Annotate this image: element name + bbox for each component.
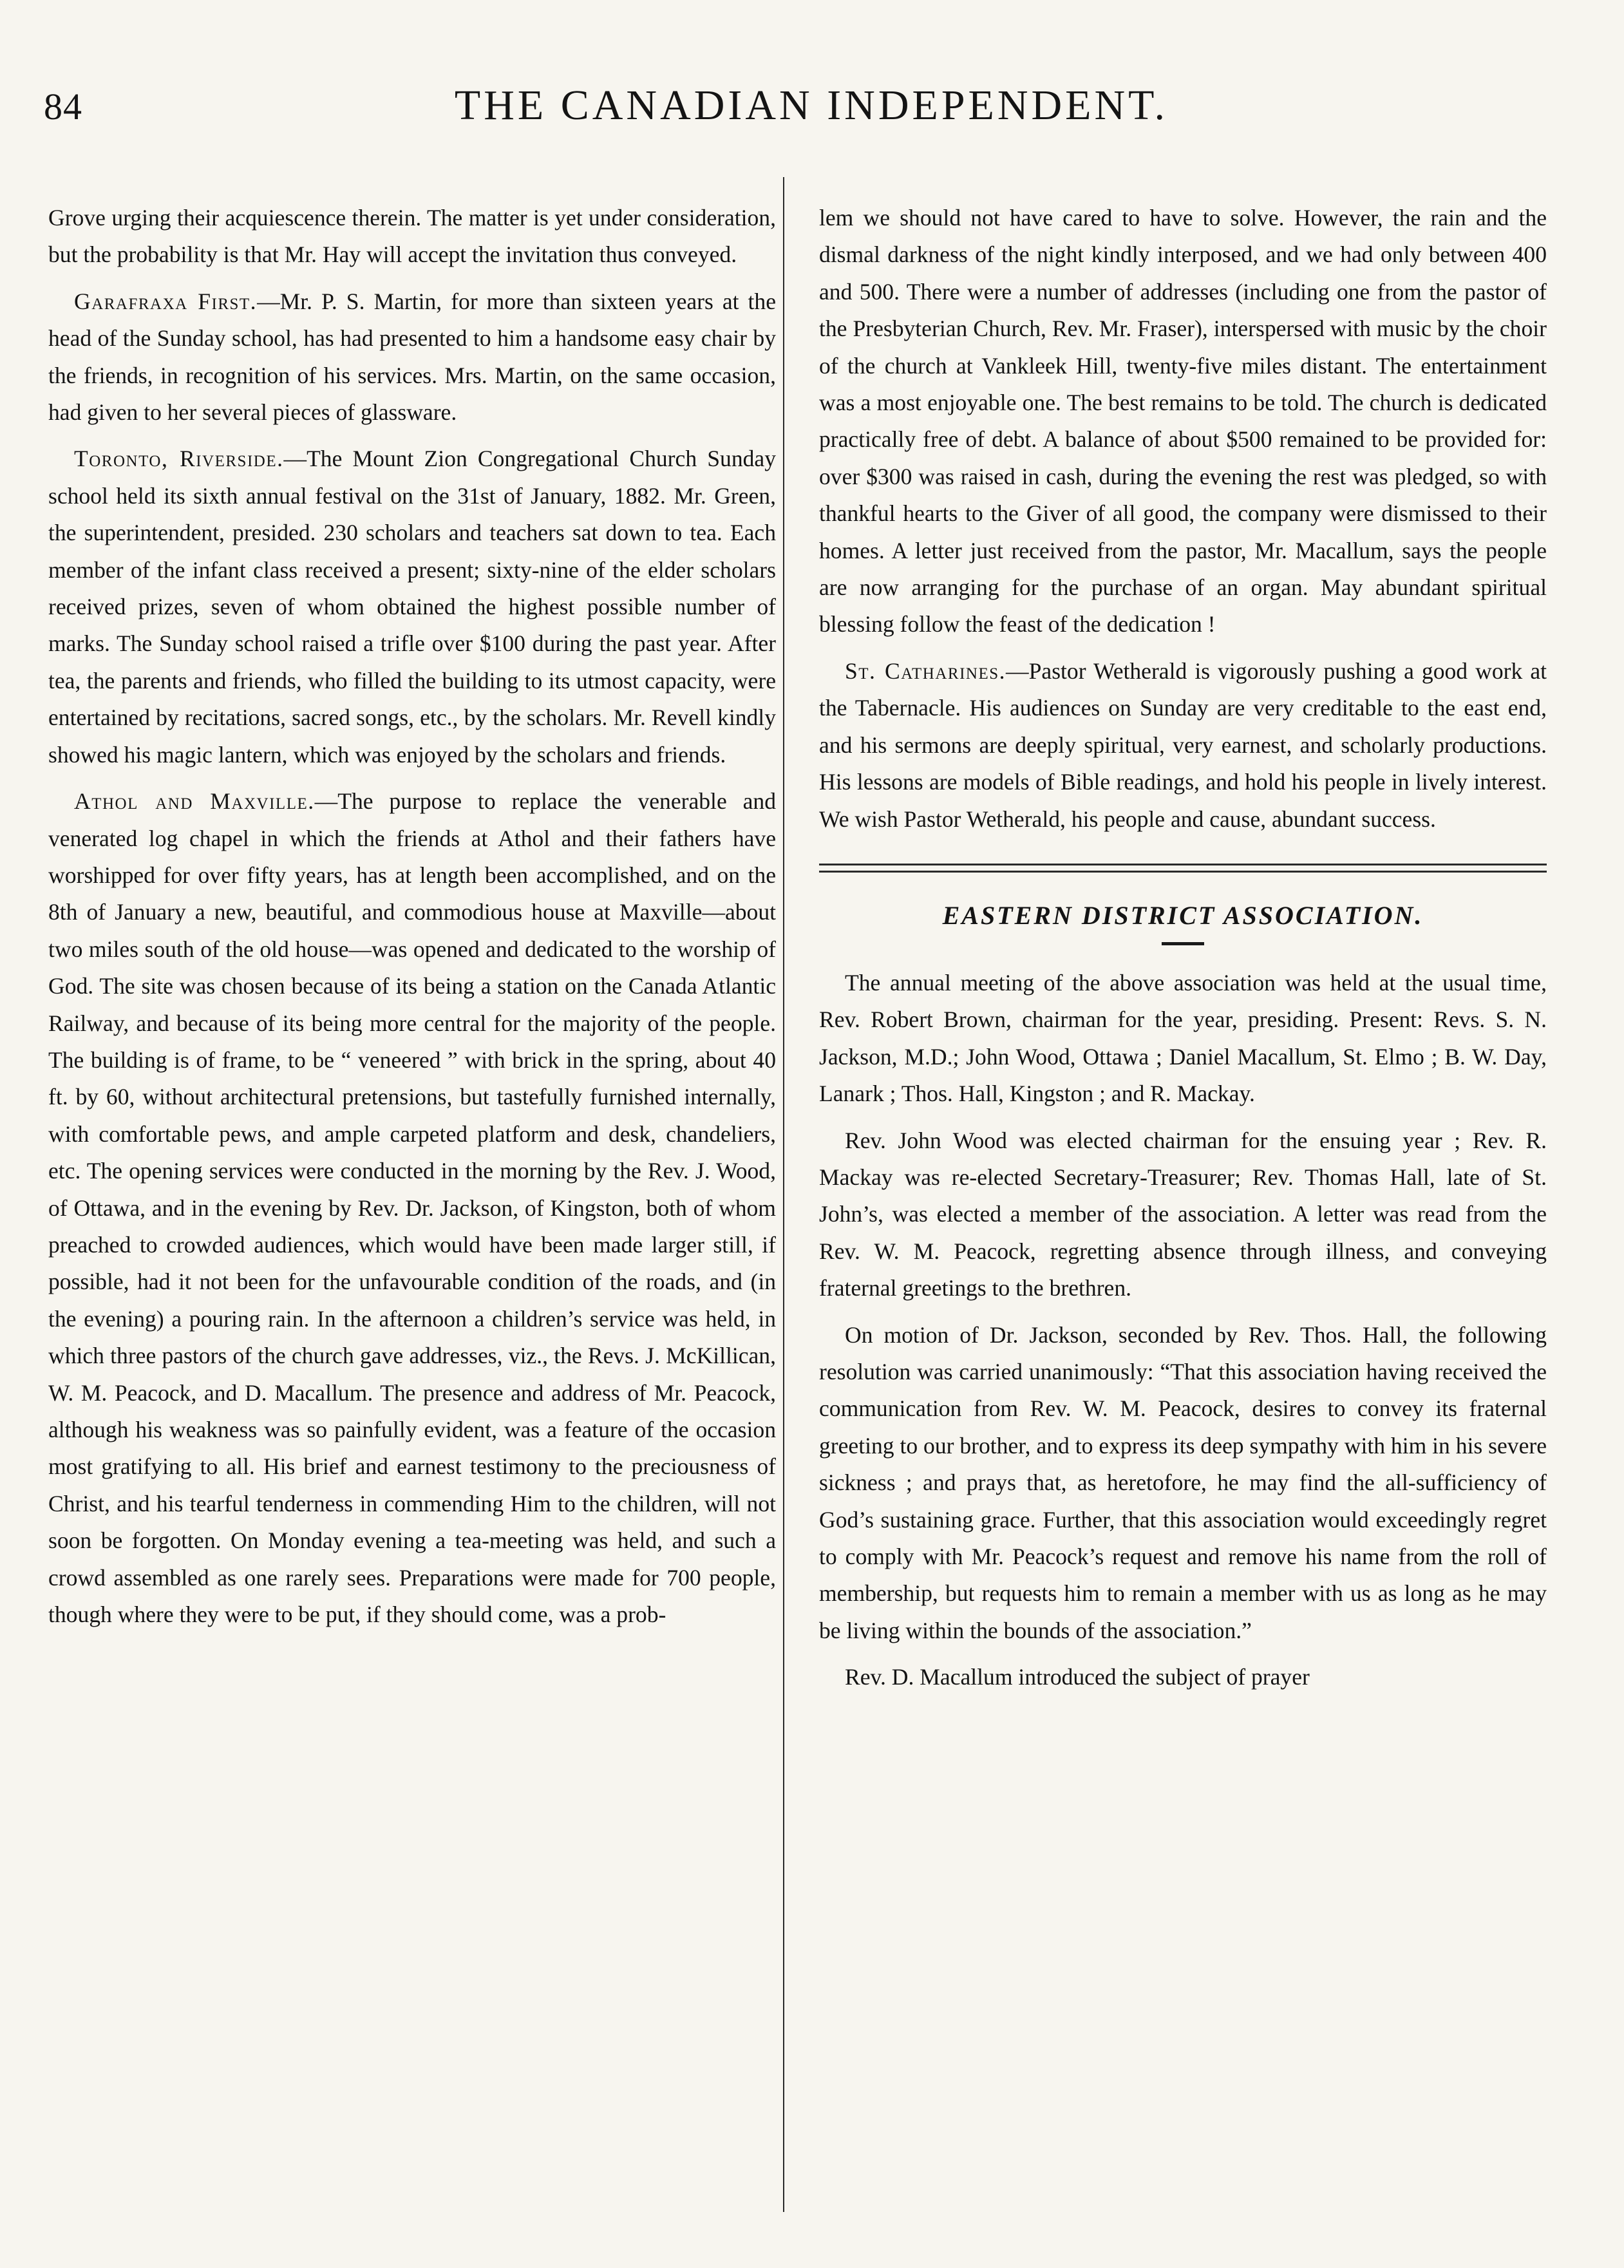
paragraph-grove-continued: Grove urging their acquiescence therein. The matter is yet under consideration, but the probability is that Mr. Hay will accept the invitation thus conveyed. <box>48 205 776 268</box>
place-heading-toronto: Toronto, Riverside. <box>74 446 284 472</box>
paragraph-toronto-body: —The Mount Zion Congregational Church Sunday school held its sixth annual festival on the 31st of January, 1882. Mr. Green, the superintendent, presided. 230 scholars and teachers sat down to tea. Each member of the infant class received a present; sixty-nine of the elder scholars received prizes, seven of whom obtained the highest possible number of marks. The Sunday school raised a trifle over $100 during the past year. After tea, the parents and friends, who filled the building to its utmost capacity, were entertained by recitations, sacred songs, etc., by the scholars. Mr. Revell kindly showed his magic lantern, which was enjoyed by the scholars and friends. <box>48 446 776 768</box>
paragraph-st-catharines <box>819 653 1547 838</box>
paragraph-elections: Rev. John Wood was elected chairman for the ensuing year ; Rev. R. Mackay was re-elected Secretary-Treasurer; Rev. Thomas Hall, late of St. John’s, was elected a member of the association. A letter was read from the Rev. W. M. Peacock, regretting absence through illness, and conveying fraternal greetings to the brethren. <box>819 1127 1547 1301</box>
place-heading-athol: Athol and Maxville. <box>74 788 315 815</box>
paragraph-athol-body: —The purpose to replace the venerable and venerated log chapel in which the friends at Athol and their fathers have worshipped for over fifty years, has at length been accomplished, and on the 8th of January a new, beautiful, and commodious house at Maxville—about two miles south of the old house—was opened and dedicated to the worship of God. The site was chosen because of its being a station on the Canada Atlantic Railway, and because of its being more central for the majority of the people. The building is of frame, to be “ veneered ” with brick in the spring, about 40 ft. by 60, without architectural pretensions, but tastefully furnished internally, with comfortable pews, and ample carpeted platform and desk, chandeliers, etc. The opening services were conducted in the morning by the Rev. J. Wood, of Ottawa, and in the evening by Rev. Dr. Jackson, of Kingston, both of whom preached to crowded audiences, which would have been made larger still, if possible, had it not been for the unfavourable condition of the roads, and (in the evening) a pouring rain. In the afternoon a children’s service was held, in which three pastors of the church gave addresses, viz., the Revs. J. McKillican, W. M. Peacock, and D. Macallum. The presence and address of Mr. Peacock, although his weakness was so painfully evident, was a feature of the occasion most gratifying to all. His brief and earnest testimony to the preciousness of Christ, and his tearful tenderness in commending Him to the children, will not soon be forgotten. On Monday evening a tea-meeting was held, and such a crowd assembled as one rarely sees. Preparations were made for 700 people, though where they were to be put, if they should come, was a prob- <box>48 788 776 1628</box>
place-heading-st-catharines: St. Catharines. <box>845 657 1006 684</box>
paragraph-athol-maxville <box>48 783 776 1633</box>
paragraph-st-catharines-body: —Pastor Wetherald is vigorously pushing a good work at the Tabernacle. His audiences on Sunday are very creditable to the east end, and his sermons are deeply spiritual, very earnest, and scholarly productions. His lessons are models of Bible readings, and hold his people in lively interest. We wish Pastor Wetherald, his people and cause, abundant success. <box>819 657 1547 832</box>
page-header <box>39 81 1584 139</box>
title-dash <box>1162 942 1204 945</box>
page-number: 84 <box>44 86 82 128</box>
column-divider <box>783 177 784 2212</box>
journal-title: THE CANADIAN INDEPENDENT. <box>454 82 1169 129</box>
section-double-rule <box>819 864 1547 873</box>
paragraph-resolution: On motion of Dr. Jackson, seconded by Rev. Thos. Hall, the following resolution was carried unanimously: “That this association having received the communication from Rev. W. M. Peacock, desires to convey its fraternal greeting to our brother, and to express its deep sympathy with him in his severe sickness ; and prays that, as heretofore, he may find the all-sufficiency of God’s sustaining grace. Further, that this association would exceedingly regret to comply with Mr. Peacock’s request and remove his name from the roll of membership, but requests him to remain a member with us as long as he may be living within the bounds of the association.” <box>819 1321 1547 1643</box>
paragraph-prayer: Rev. D. Macallum introduced the subject of prayer <box>845 1664 1310 1690</box>
left-column <box>48 200 776 1633</box>
paragraph-garafraxa-body: —Mr. P. S. Martin, for more than sixteen years at the head of the Sunday school, has had presented to him a handsome easy chair by the friends, in recognition of his services. Mrs. Martin, on the same occasion, had given to her several pieces of glassware. <box>48 288 777 426</box>
paragraph-athol-continued: lem we should not have cared to have to solve. However, the rain and the dismal darkness of the night kindly interposed, and we had only between 400 and 500. There were a number of addresses (including one from the pastor of the Presbyterian Church, Rev. Mr. Fraser), interspersed with music by the choir of the church at Vankleek Hill, twenty-five miles distant. The entertainment was a most enjoyable one. The best remains to be told. The church is dedicated practically free of debt. A balance of about $500 remained to be provided for: over $300 was raised in cash, during the evening the rest was pledged, so with thankful hearts to the Giver of all good, the company were dismissed to their homes. A letter just received from the pastor, Mr. Macallum, says the people are now arranging for the purchase of an organ. May abundant spiritual blessing follow the feast of the dedication ! <box>819 205 1547 638</box>
paragraph-annual-meeting: The annual meeting of the above association was held at the usual time, Rev. Robert Brown, chairman for the year, presiding. Present: Revs. S. N. Jackson, M.D.; John Wood, Ottawa ; Daniel Macallum, St. Elmo ; B. W. Day, Lanark ; Thos. Hall, Kingston ; and R. Mackay. <box>819 969 1547 1107</box>
paragraph-garafraxa <box>48 283 776 431</box>
paragraph-toronto-riverside <box>48 440 776 773</box>
right-column <box>819 200 1547 1696</box>
place-heading-garafraxa: Garafraxa First. <box>74 288 258 314</box>
section-title: EASTERN DISTRICT ASSOCIATION. <box>942 900 1424 930</box>
